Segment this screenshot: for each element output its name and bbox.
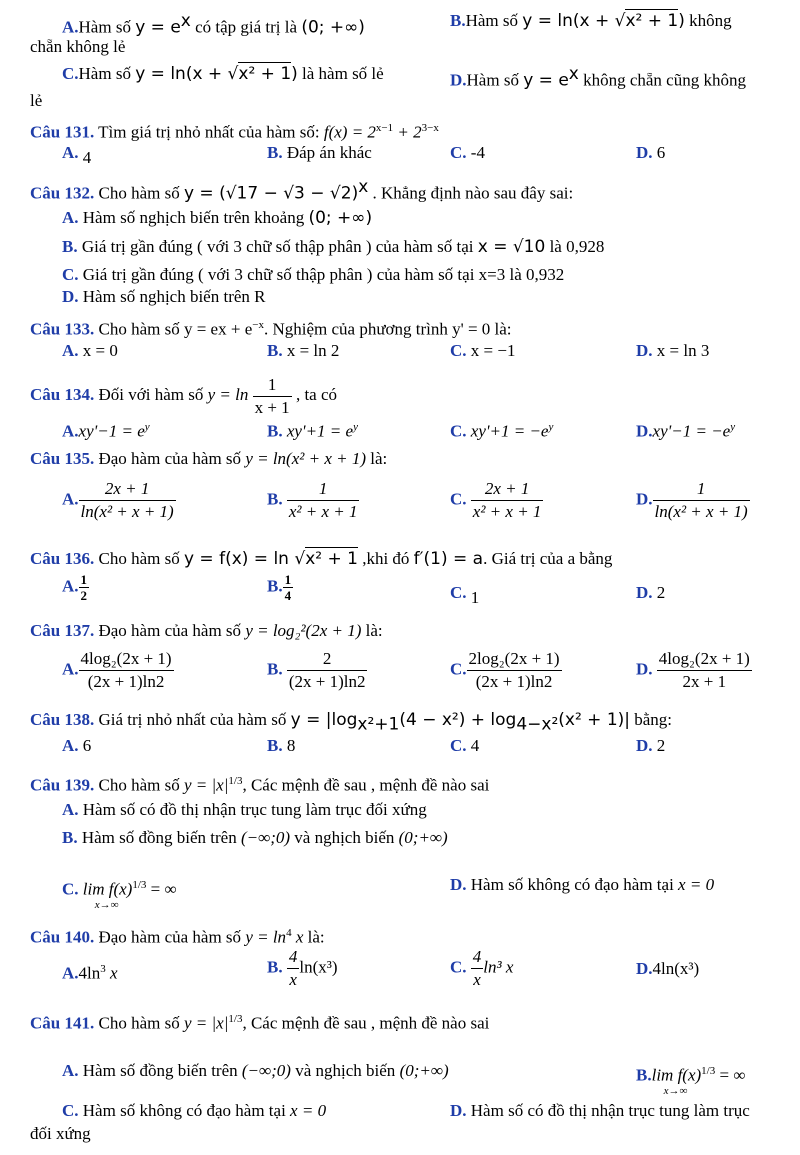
option-text: Hàm số — [78, 64, 136, 83]
q139-option-d — [450, 874, 714, 896]
math-expr: x = 0 — [290, 1101, 327, 1120]
q135-option-d — [636, 478, 750, 523]
option-text: Hàm số — [465, 11, 523, 30]
q132-option-d — [62, 286, 266, 308]
fraction-denominator: x² + x + 1 — [288, 502, 358, 521]
fraction-denominator: x — [473, 970, 481, 989]
option-text: xy'−1 = −e — [652, 421, 731, 441]
option-a — [62, 10, 365, 39]
option-b — [450, 10, 732, 32]
option-text: x = ln 3 — [656, 341, 710, 360]
math-sup: 4 — [286, 927, 292, 939]
q139-option-b — [62, 827, 448, 849]
q138-option-b — [267, 735, 295, 757]
option-text: 4ln(x³) — [652, 959, 700, 978]
option-label: A. — [62, 341, 79, 360]
option-d-cont: lẻ — [30, 91, 43, 110]
math-expr: lim f(x) — [651, 1065, 702, 1085]
question-number: Câu 131. — [30, 122, 95, 142]
option-label: D. — [636, 736, 653, 755]
math-fraction — [471, 478, 544, 523]
math-expr: (0; +∞) — [301, 17, 365, 38]
q135-option-c — [450, 478, 543, 523]
math-expr: (4 − x²) + log — [399, 710, 517, 730]
question-number: Câu 132. — [30, 183, 95, 203]
option-label: D. — [450, 70, 467, 90]
math-sup: −x — [252, 319, 264, 331]
option-label: A. — [62, 208, 79, 227]
math-expr: f′(1) = a — [413, 549, 484, 569]
option-label: B. — [267, 421, 283, 441]
q131-option-b — [267, 142, 372, 164]
q140-option-b — [267, 946, 338, 991]
fraction-numerator: 1 — [287, 478, 360, 501]
question-number: Câu 134. — [30, 385, 95, 404]
option-text: và nghịch biến — [290, 828, 399, 847]
question-text: Cho hàm số — [94, 549, 184, 568]
fraction-denominator: (2x + 1)ln2 — [87, 672, 165, 691]
q136-option-c — [450, 582, 480, 607]
fraction-numerator: 1 — [653, 478, 750, 501]
q135-option-a — [62, 478, 176, 523]
math-sup: x — [568, 64, 579, 84]
q133-option-c — [450, 340, 515, 362]
math-fraction — [287, 648, 368, 693]
option-text: Hàm số có đồ thị nhận trục tung làm trục đối xứng — [78, 800, 427, 819]
fraction-denominator: x — [289, 970, 297, 989]
option-text: 6 — [656, 143, 666, 162]
option-text: Hàm số không có đạo hàm tại — [78, 1101, 291, 1120]
option-text: không — [684, 11, 732, 30]
q141-option-c — [62, 1100, 326, 1122]
option-label: B. — [267, 143, 283, 162]
option-label: B. — [62, 237, 78, 256]
option-d — [450, 63, 746, 92]
math-expr: (−∞;0) — [241, 1061, 291, 1080]
question-text: Đạo hàm của hàm số — [94, 449, 246, 468]
option-label: D. — [636, 583, 653, 602]
option-text: x — [105, 963, 118, 983]
option-label: C. — [450, 736, 467, 755]
question-number: Câu 136. — [30, 549, 95, 568]
fraction-denominator: ln(x² + x + 1) — [80, 502, 174, 521]
option-label: D. — [636, 659, 653, 679]
math-sup: y — [353, 421, 358, 433]
fraction-denominator: (2x + 1)ln2 — [475, 672, 553, 691]
option-label: C. — [62, 64, 79, 83]
fraction-numerator: 2 — [287, 648, 368, 671]
math-expr: y = ln(x + √ — [135, 64, 239, 84]
option-text: Đáp án khác — [286, 143, 372, 162]
option-label: D. — [636, 341, 653, 360]
option-label: A. — [62, 1061, 79, 1080]
question-text: . Khẳng định nào sau đây sai: — [368, 183, 574, 203]
option-text: 4ln — [78, 963, 101, 983]
fraction-denominator: ln(x² + x + 1) — [654, 502, 748, 521]
math-sup: 3−x — [421, 122, 439, 134]
math-sup: 1/3 — [701, 1065, 716, 1077]
option-label: A. — [62, 963, 79, 983]
option-text: Hàm số — [466, 70, 524, 90]
option-text: Hàm số — [78, 17, 136, 37]
option-text: không chẵn cũng không — [578, 70, 746, 90]
option-label: B. — [62, 828, 78, 847]
question-text: bằng: — [630, 710, 673, 729]
math-sub: x→∞ — [94, 899, 119, 911]
math-expr: y = |x| — [183, 1013, 229, 1033]
q140-option-a — [62, 958, 118, 985]
q141-option-b — [636, 1060, 746, 1097]
option-label: A. — [62, 421, 79, 441]
q137-option-c — [450, 648, 562, 693]
option-label: A. — [62, 489, 79, 509]
math-sub: 4−x² — [516, 714, 559, 735]
q131-option-c — [450, 142, 485, 164]
option-text: 1 — [470, 588, 480, 607]
question-text: là: — [366, 449, 388, 468]
math-expr: y = log₂²(2x + 1) — [245, 621, 362, 640]
option-label: C. — [450, 583, 467, 602]
math-expr: (0;+∞) — [398, 828, 448, 847]
question-text: Đạo hàm của hàm số — [94, 621, 246, 640]
option-label: D. — [62, 287, 79, 306]
option-label: B. — [636, 1065, 652, 1085]
option-label: C. — [450, 143, 467, 162]
question-text: ,khi đó — [357, 549, 414, 568]
option-text: và nghịch biến — [290, 1061, 400, 1080]
math-expr: (0; +∞) — [308, 208, 373, 228]
math-expr: ) — [291, 64, 298, 84]
option-label: D. — [636, 421, 653, 441]
math-expr: + 2 — [393, 122, 422, 142]
question-text: Tìm giá trị nhỏ nhất của hàm số: — [94, 122, 324, 142]
math-expr: = ∞ — [715, 1065, 746, 1085]
option-text: 8 — [286, 736, 296, 755]
question-text: Cho hàm số — [94, 319, 184, 339]
q135-option-b — [267, 478, 359, 523]
math-sup: 1/3 — [132, 879, 147, 891]
option-text: Hàm số có đồ thị nhận trục tung làm trục — [466, 1101, 750, 1120]
question-134 — [30, 372, 337, 419]
q141-option-d-cont: đối xứng — [30, 1124, 91, 1143]
question-text: là: — [490, 319, 512, 339]
q136-option-b — [267, 572, 293, 603]
math-fraction — [287, 946, 300, 991]
option-label: A. — [62, 736, 79, 755]
math-fraction — [79, 478, 176, 523]
fraction-denominator: x² + x + 1 — [472, 502, 542, 521]
q138-option-a — [62, 735, 91, 757]
math-sup: x — [180, 11, 191, 31]
math-sup: 1/3 — [228, 1013, 243, 1025]
option-text: Giá trị gần đúng ( với 3 chữ số thập phân ) của hàm số tại — [77, 237, 478, 256]
question-text: , Các mệnh đề sau , mệnh đề nào sai — [242, 1013, 490, 1033]
q133-option-b — [267, 340, 339, 362]
option-label: D. — [450, 875, 467, 894]
fraction-numerator: 4 — [287, 946, 300, 969]
fraction-numerator: 2x + 1 — [79, 478, 176, 501]
math-expr: x = 0 — [678, 875, 715, 894]
q132-option-c — [62, 264, 564, 286]
q133-option-a — [62, 340, 118, 362]
math-fraction — [253, 374, 292, 419]
question-132 — [30, 176, 573, 205]
math-expr: (−∞;0) — [240, 828, 291, 847]
option-label: B. — [267, 659, 283, 679]
math-expr: y = e — [135, 17, 181, 38]
q132-option-a — [62, 207, 372, 229]
option-text: Giá trị gần đúng ( với 3 chữ số thập phân ) của hàm số tại x=3 là 0,932 — [78, 265, 565, 284]
option-text: ln³ x — [483, 957, 514, 977]
question-131 — [30, 117, 439, 144]
math-expr: ) — [678, 11, 685, 31]
option-b-cont: chẵn không lẻ — [30, 37, 126, 56]
question-text: Cho hàm số — [94, 183, 184, 203]
q132-option-b — [62, 236, 604, 258]
math-sup: 3 — [100, 963, 106, 975]
question-text: là: — [303, 927, 325, 947]
math-fraction — [79, 572, 90, 603]
q134-option-a — [62, 416, 150, 443]
question-140 — [30, 922, 325, 949]
math-sub: x²+1 — [357, 714, 400, 735]
question-text: , ta có — [291, 385, 338, 404]
option-label: D. — [636, 143, 653, 162]
q136-option-d — [636, 582, 665, 604]
option-text: -4 — [470, 143, 485, 162]
math-expr: f(x) = 2 — [323, 122, 376, 142]
math-expr: y = (√17 − √3 − √2) — [183, 183, 359, 204]
fraction-numerator: 2log₂(2x + 1) — [467, 648, 562, 671]
option-text: 4 — [82, 148, 92, 167]
fraction-numerator: 1 — [284, 572, 292, 587]
q137-option-d — [636, 648, 752, 693]
math-fraction — [283, 572, 294, 603]
fraction-numerator: 4 — [471, 946, 484, 969]
math-radicand: x² + 1 — [625, 11, 679, 31]
question-number: Câu 138. — [30, 710, 95, 729]
option-text: Hàm số nghịch biến trên R — [78, 287, 266, 306]
option-text: xy'+1 = e — [286, 421, 354, 441]
q136-option-a — [62, 572, 89, 603]
question-text: . Giá trị của a bằng — [483, 549, 613, 568]
option-text: 2 — [656, 736, 666, 755]
option-text: Hàm số đồng biến trên — [78, 1061, 242, 1080]
question-133 — [30, 314, 512, 341]
question-text: , Các mệnh đề sau , mệnh đề nào sai — [242, 775, 490, 795]
option-label: D. — [450, 1101, 467, 1120]
option-text: 4 — [470, 736, 480, 755]
math-expr: y = f(x) = ln √ — [183, 549, 306, 569]
question-number: Câu 140. — [30, 927, 95, 947]
option-label: C. — [450, 659, 467, 679]
q140-option-c — [450, 946, 513, 991]
q139-option-c — [62, 874, 177, 911]
option-text: x = ln 2 — [286, 341, 340, 360]
math-fraction — [79, 648, 174, 693]
fraction-denominator: 4 — [284, 588, 292, 603]
q141-option-a — [62, 1060, 449, 1082]
fraction-numerator: 4log₂(2x + 1) — [79, 648, 174, 671]
option-label: D. — [636, 959, 653, 978]
question-141 — [30, 1008, 489, 1035]
question-number: Câu 135. — [30, 449, 95, 468]
option-text: Hàm số đồng biến trên — [77, 828, 241, 847]
option-label: A. — [62, 659, 79, 679]
question-138 — [30, 709, 672, 735]
fraction-numerator: 2x + 1 — [471, 478, 544, 501]
option-label: C. — [62, 265, 79, 284]
math-radicand: x² + 1 — [305, 549, 358, 569]
q134-option-c — [450, 416, 553, 443]
option-label: B. — [267, 957, 283, 977]
question-number: Câu 133. — [30, 319, 95, 339]
option-text: 2 — [656, 583, 666, 602]
fraction-denominator: 2 — [80, 588, 88, 603]
option-label: C. — [450, 341, 467, 360]
question-text: là: — [361, 621, 383, 640]
math-expr: (0;+∞) — [399, 1061, 449, 1080]
option-text: Hàm số không có đạo hàm tại — [466, 875, 679, 894]
q137-option-a — [62, 648, 174, 693]
math-fraction — [657, 648, 752, 693]
fraction-denominator: (2x + 1)ln2 — [288, 672, 366, 691]
option-text: 6 — [82, 736, 92, 755]
option-text: xy'−1 = e — [78, 421, 145, 441]
option-label: B. — [267, 341, 283, 360]
option-label: B. — [450, 11, 466, 30]
math-sup: y — [548, 421, 554, 433]
fraction-numerator: 4log₂(2x + 1) — [657, 648, 752, 671]
option-text: là hàm số lẻ — [297, 64, 384, 83]
math-expr: (x² + 1)| — [558, 710, 631, 730]
math-expr: y = ln(x² + x + 1) — [245, 449, 367, 468]
math-expr: x = √10 — [477, 237, 546, 257]
q133-option-d — [636, 340, 709, 362]
option-label: A. — [62, 17, 79, 37]
option-label: C. — [62, 1101, 79, 1120]
fraction-numerator: 1 — [253, 374, 292, 397]
q138-option-d — [636, 735, 665, 757]
math-fraction — [467, 648, 562, 693]
q138-option-c — [450, 735, 479, 757]
math-fraction — [287, 478, 360, 523]
question-text: Cho hàm số — [94, 1013, 184, 1033]
math-sub: x→∞ — [663, 1085, 688, 1097]
fraction-numerator: 1 — [80, 572, 88, 587]
math-expr: y = ln — [207, 385, 249, 404]
q134-option-b — [267, 416, 358, 443]
math-sup: x−1 — [375, 122, 394, 134]
q139-option-a — [62, 799, 427, 821]
math-expr: y' = 0 — [452, 319, 491, 339]
math-expr: y = |x| — [183, 775, 229, 795]
option-text: là 0,928 — [545, 237, 605, 256]
option-label: B. — [267, 576, 283, 596]
question-number: Câu 139. — [30, 775, 95, 795]
question-number: Câu 141. — [30, 1013, 95, 1033]
question-135 — [30, 448, 387, 470]
math-expr: y = e — [523, 70, 569, 91]
question-text: Cho hàm số — [94, 775, 184, 795]
option-text: xy'+1 = −e — [470, 421, 549, 441]
fraction-denominator: x + 1 — [254, 397, 290, 417]
option-text: Hàm số nghịch biến trên khoảng — [78, 208, 309, 227]
question-number: Câu 137. — [30, 621, 95, 640]
option-c — [62, 63, 384, 85]
option-text: x = −1 — [470, 341, 516, 360]
q131-option-a — [62, 142, 92, 167]
q137-option-b — [267, 648, 367, 693]
option-label: B. — [267, 736, 283, 755]
math-radicand: x² + 1 — [238, 64, 292, 84]
q134-option-d — [636, 416, 735, 443]
q131-option-d — [636, 142, 665, 164]
option-label: C. — [450, 957, 467, 977]
q140-option-d — [636, 958, 699, 980]
question-137 — [30, 620, 383, 642]
math-sup: y — [144, 421, 150, 433]
math-fraction — [471, 946, 484, 991]
math-sup: y — [730, 421, 736, 433]
math-expr: y = ln(x + √ — [522, 11, 626, 31]
option-label: B. — [267, 489, 283, 509]
option-label: C. — [450, 421, 467, 441]
math-expr: y = ex + e — [183, 319, 253, 339]
fraction-denominator: 2x + 1 — [682, 672, 727, 691]
option-text: x = 0 — [82, 341, 118, 360]
question-text: Giá trị nhỏ nhất của hàm số — [94, 710, 291, 729]
option-text: có tập giá trị là — [190, 17, 302, 37]
option-text: ln(x³) — [299, 957, 338, 977]
math-fraction — [653, 478, 750, 523]
math-sup: 1/3 — [228, 775, 243, 787]
question-text: Đạo hàm của hàm số — [94, 927, 246, 947]
question-139 — [30, 770, 489, 797]
option-label: A. — [62, 143, 79, 162]
math-expr: y = ln — [245, 927, 287, 947]
option-label: C. — [62, 879, 79, 899]
option-label: C. — [450, 489, 467, 509]
math-expr: x — [291, 927, 304, 947]
question-136 — [30, 548, 612, 570]
q141-option-d — [450, 1100, 750, 1122]
math-expr: lim f(x) — [82, 879, 133, 899]
option-label: A. — [62, 800, 79, 819]
option-label: A. — [62, 576, 79, 596]
question-text: . Nghiệm của phương trình — [263, 319, 453, 339]
math-sup: x — [358, 177, 369, 197]
option-label: D. — [636, 489, 653, 509]
math-expr: y = |log — [290, 710, 358, 730]
question-text: Đối với hàm số — [94, 385, 208, 404]
math-expr: = ∞ — [146, 879, 177, 899]
